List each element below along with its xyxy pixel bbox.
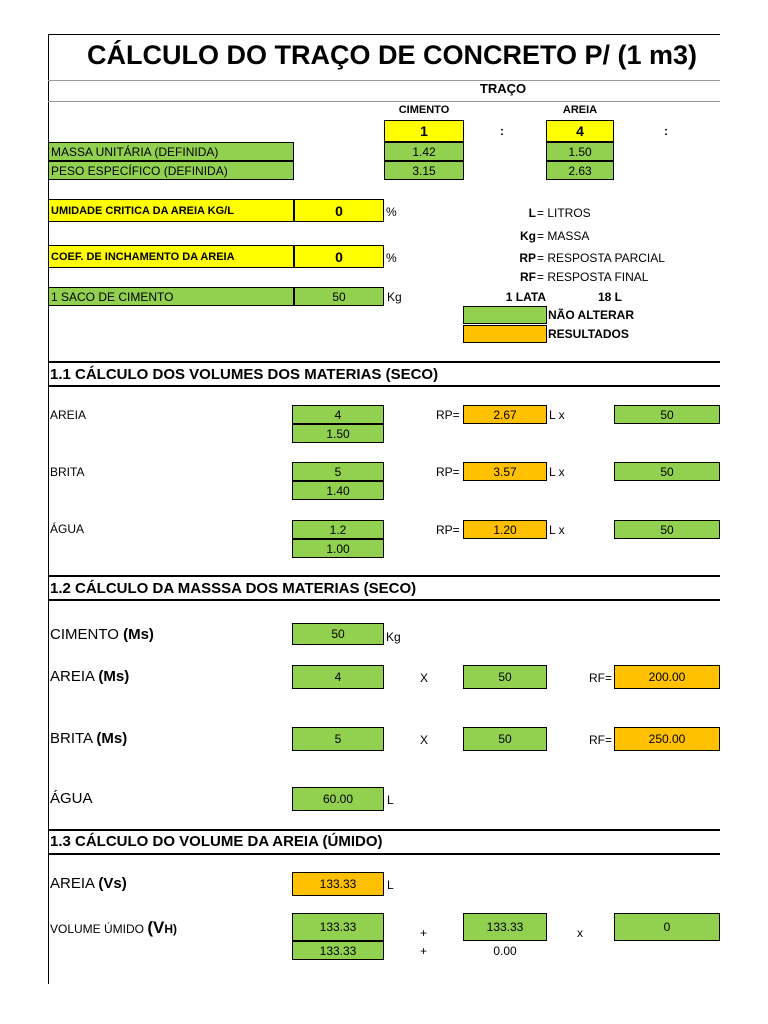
page-title: CÁLCULO DO TRAÇO DE CONCRETO P/ (1 m3) [86, 40, 698, 70]
s2-cimento-unit: Kg [386, 630, 401, 644]
s2-cimento-sub: (Ms) [123, 626, 154, 643]
peso-areia-value[interactable]: 2.63 [546, 161, 614, 180]
s1-brita-top[interactable]: 5 [292, 462, 384, 481]
resultados-swatch [463, 325, 547, 343]
s2-brita-b[interactable]: 50 [463, 727, 547, 751]
s1-areia-label: AREIA [50, 408, 87, 422]
s2-agua-unit: L [387, 793, 394, 807]
s2-cimento-label [50, 626, 154, 643]
s1-areia-top[interactable]: 4 [292, 405, 384, 424]
s3-areia-sub: (Vs) [98, 875, 127, 892]
s1-agua-unit: L x [549, 523, 565, 537]
s3-vh-r1x: x [577, 926, 583, 940]
lata-label: 1 LATA [505, 290, 546, 304]
massa-cimento-value[interactable]: 1.42 [384, 142, 464, 161]
areia-header: AREIA [562, 104, 598, 116]
s3-areia-text: AREIA [50, 875, 95, 892]
s1-brita-unit: L x [549, 465, 565, 479]
title-divider [48, 80, 720, 81]
coef-unit: % [386, 251, 397, 265]
s3-vh-sub2: H) [164, 922, 178, 936]
s2-cimento-value[interactable]: 50 [292, 623, 384, 645]
s1-brita-label: BRITA [50, 465, 85, 479]
traco-cimento-input[interactable]: 1 [384, 120, 464, 142]
s2-brita-sub: (Ms) [96, 730, 128, 747]
s3-areia-unit: L [387, 878, 394, 892]
s1-areia-bottom[interactable]: 1.50 [292, 424, 384, 443]
s2-areia-text: AREIA [50, 668, 95, 685]
s1-brita-bottom[interactable]: 1.40 [292, 481, 384, 500]
top-border [48, 34, 720, 35]
s2-cimento-text: CIMENTO [50, 626, 119, 643]
legend-rf-key: RF [520, 270, 536, 284]
legend-l-desc: = LITROS [537, 206, 591, 220]
legend-rp-key: RP [519, 251, 536, 265]
s3-vh-r2a[interactable]: 133.33 [292, 941, 384, 960]
s1-brita-rp-label: RP= [436, 465, 460, 479]
section2-top-rule [48, 575, 720, 577]
umidade-label: UMIDADE CRITICA DA AREIA KG/L [48, 199, 294, 222]
saco-unit: Kg [387, 290, 402, 304]
legend-kg-key: Kg [520, 229, 536, 243]
s2-brita-x: X [420, 733, 429, 747]
coef-inchamento-input[interactable]: 0 [294, 245, 384, 268]
s2-brita-rf-label: RF= [589, 733, 613, 747]
s3-vh-text: VOLUME ÚMIDO [50, 922, 145, 936]
s2-areia-rf: 200.00 [614, 665, 720, 689]
s1-areia-rp: 2.67 [463, 405, 547, 424]
section2-bottom-rule [48, 599, 720, 601]
s2-brita-label [50, 730, 127, 747]
s1-agua-label: ÁGUA [50, 522, 85, 536]
lata-value: 18 L [598, 290, 623, 304]
s1-areia-rp-label: RP= [436, 408, 460, 422]
traco-areia-input[interactable]: 4 [546, 120, 614, 142]
coef-inchamento-label: COEF. DE INCHAMENTO DA AREIA [48, 245, 294, 268]
massa-unitaria-label: MASSA UNITÁRIA (DEFINIDA) [48, 142, 294, 161]
section3-bottom-rule [48, 853, 720, 855]
traco-label: TRAÇO [479, 81, 527, 96]
s3-areia-value: 133.33 [292, 872, 384, 896]
s1-agua-right[interactable]: 50 [614, 520, 720, 539]
s2-agua-value[interactable]: 60.00 [292, 787, 384, 811]
nao-alterar-label: NÃO ALTERAR [548, 308, 634, 322]
section2-title: 1.2 CÁLCULO DA MASSSA DOS MATERIAS (SECO) [50, 580, 417, 597]
s2-areia-x: X [420, 671, 429, 685]
s2-areia-a[interactable]: 4 [292, 665, 384, 689]
s1-agua-top[interactable]: 1.2 [292, 520, 384, 539]
s1-areia-unit: L x [549, 408, 565, 422]
s2-brita-text: BRITA [50, 730, 93, 747]
section3-top-rule [48, 829, 720, 831]
legend-kg-desc: = MASSA [537, 229, 590, 243]
s3-vh-r1op: + [420, 926, 428, 940]
s3-vh-r1a[interactable]: 133.33 [292, 913, 384, 941]
s3-vh-r1b[interactable]: 133.33 [463, 913, 547, 941]
s2-areia-b[interactable]: 50 [463, 665, 547, 689]
umidade-unit: % [386, 205, 397, 219]
s2-areia-label [50, 668, 129, 685]
s3-areia-label [50, 875, 127, 892]
s3-vh-label [50, 918, 177, 938]
section1-top-rule [48, 361, 720, 363]
s1-agua-rp: 1.20 [463, 520, 547, 539]
section1-bottom-rule [48, 385, 720, 387]
cimento-header: CIMENTO [398, 104, 450, 116]
massa-areia-value[interactable]: 1.50 [546, 142, 614, 161]
umidade-input[interactable]: 0 [294, 199, 384, 222]
s1-areia-right[interactable]: 50 [614, 405, 720, 424]
s2-areia-sub: (Ms) [98, 668, 130, 685]
s3-vh-sub: (V [147, 918, 165, 937]
saco-cimento-label: 1 SACO DE CIMENTO [48, 287, 294, 306]
legend-l-key: L [528, 206, 536, 220]
s1-agua-rp-label: RP= [436, 523, 460, 537]
nao-alterar-swatch [463, 306, 547, 324]
legend-rp-desc: = RESPOSTA PARCIAL [537, 251, 665, 265]
s1-agua-bottom[interactable]: 1.00 [292, 539, 384, 558]
s3-vh-r2b: 0.00 [493, 944, 517, 958]
s1-brita-right[interactable]: 50 [614, 462, 720, 481]
section3-title: 1.3 CÁLCULO DO VOLUME DA AREIA (ÚMIDO) [50, 833, 383, 850]
s3-vh-r1c[interactable]: 0 [614, 913, 720, 941]
s1-brita-rp: 3.57 [463, 462, 547, 481]
traco-separator-2: : [664, 124, 668, 138]
s2-brita-rf: 250.00 [614, 727, 720, 751]
legend-rf-desc: = RESPOSTA FINAL [537, 270, 649, 284]
saco-cimento-value[interactable]: 50 [294, 287, 384, 306]
traco-separator-1: : [500, 124, 504, 138]
s2-agua-label: ÁGUA [50, 790, 93, 807]
s3-vh-r2op: + [420, 944, 428, 958]
s2-areia-rf-label: RF= [589, 671, 613, 685]
resultados-label: RESULTADOS [548, 327, 629, 341]
peso-cimento-value[interactable]: 3.15 [384, 161, 464, 180]
section1-title: 1.1 CÁLCULO DOS VOLUMES DOS MATERIAS (SECO) [50, 366, 439, 383]
peso-especifico-label: PESO ESPECÍFICO (DEFINIDA) [48, 161, 294, 180]
s2-brita-a[interactable]: 5 [292, 727, 384, 751]
